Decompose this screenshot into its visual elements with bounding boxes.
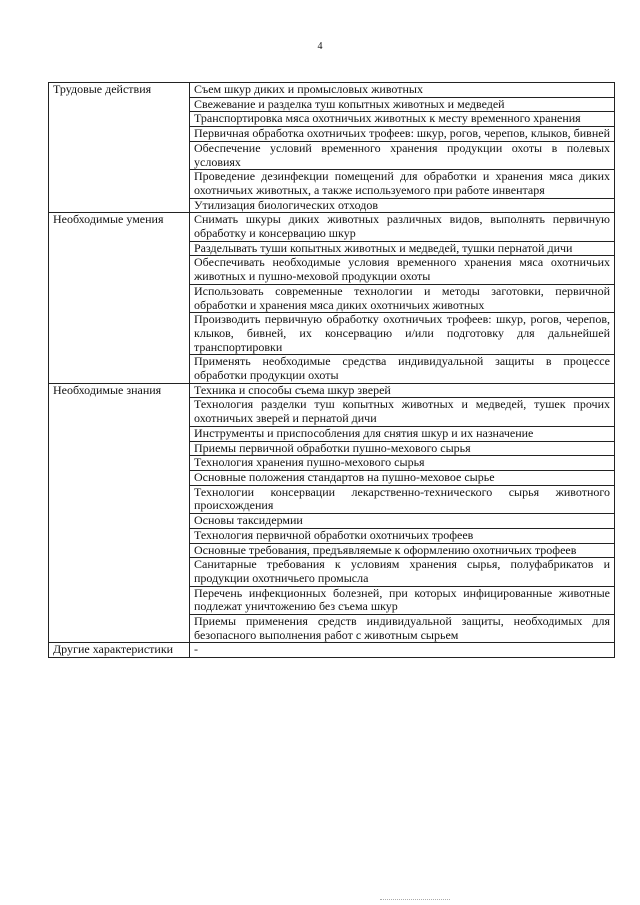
table-row: [49, 213, 615, 241]
competency-table: [48, 82, 615, 658]
section-label: Трудовые действия: [49, 83, 190, 213]
section-item: Основные положения стандартов на пушно-меховое сырье: [190, 470, 615, 485]
section-item: Основы таксидермии: [190, 514, 615, 529]
section-item: Приемы первичной обработки пушно-мехового сырья: [190, 441, 615, 456]
table-row: [49, 383, 615, 398]
section-item: Технология разделки туш копытных животных и медведей, тушек прочих охотничьих зверей и пернатой дичи: [190, 398, 615, 426]
section-item: Первичная обработка охотничьих трофеев: шкур, рогов, черепов, клыков, бивней: [190, 127, 615, 142]
section-item: Съем шкур диких и промысловых животных: [190, 83, 615, 98]
section-label: Необходимые знания: [49, 383, 190, 643]
section-item: Производить первичную обработку охотничьих трофеев: шкур, рогов, черепов, клыков, бивней, их консервацию и/или подготовку для дальнейшей транспортировки: [190, 313, 615, 355]
section-label: Другие характеристики: [49, 643, 190, 658]
section-item: Свежевание и разделка туш копытных животных и медведей: [190, 97, 615, 112]
section-item: Санитарные требования к условиям хранения сырья, полуфабрикатов и продукции охотничьего промысла: [190, 558, 615, 586]
footer-scan-mark: [380, 897, 450, 900]
section-item: Применять необходимые средства индивидуальной защиты в процессе обработки продукции охоты: [190, 355, 615, 383]
section-item: Транспортировка мяса охотничьих животных к месту временного хранения: [190, 112, 615, 127]
section-item: Приемы применения средств индивидуальной защиты, необходимых для безопасного выполнения работ с животным сырьем: [190, 615, 615, 643]
section-item: Техника и способы съема шкур зверей: [190, 383, 615, 398]
competency-table-body: [49, 83, 615, 658]
section-item: Технологии консервации лекарственно-технического сырья животного происхождения: [190, 485, 615, 513]
section-item: Перечень инфекционных болезней, при которых инфицированные животные подлежат уничтожению без съема шкур: [190, 586, 615, 614]
section-label: Необходимые умения: [49, 213, 190, 383]
section-item: Инструменты и приспособления для снятия шкур и их назначение: [190, 426, 615, 441]
section-item: Технология первичной обработки охотничьих трофеев: [190, 528, 615, 543]
section-item: Утилизация биологических отходов: [190, 198, 615, 213]
section-item: -: [190, 643, 615, 658]
section-item: Снимать шкуры диких животных различных видов, выполнять первичную обработку и консервацию шкур: [190, 213, 615, 241]
section-item: Проведение дезинфекции помещений для обработки и хранения мяса диких охотничьих животных, а также используемого при работе инвентаря: [190, 170, 615, 198]
section-item: Разделывать туши копытных животных и медведей, тушки пернатой дичи: [190, 241, 615, 256]
section-item: Основные требования, предъявляемые к оформлению охотничьих трофеев: [190, 543, 615, 558]
section-item: Обеспечение условий временного хранения продукции охоты в полевых условиях: [190, 141, 615, 169]
section-item: Технология хранения пушно-мехового сырья: [190, 456, 615, 471]
page-number: 4: [317, 41, 323, 52]
section-item: Обеспечивать необходимые условия временного хранения мяса охотничьих животных и пушно-меховой продукции охоты: [190, 256, 615, 284]
table-row: [49, 83, 615, 98]
table-row: [49, 643, 615, 658]
section-item: Использовать современные технологии и методы заготовки, первичной обработки и хранения мяса диких охотничьих животных: [190, 284, 615, 312]
